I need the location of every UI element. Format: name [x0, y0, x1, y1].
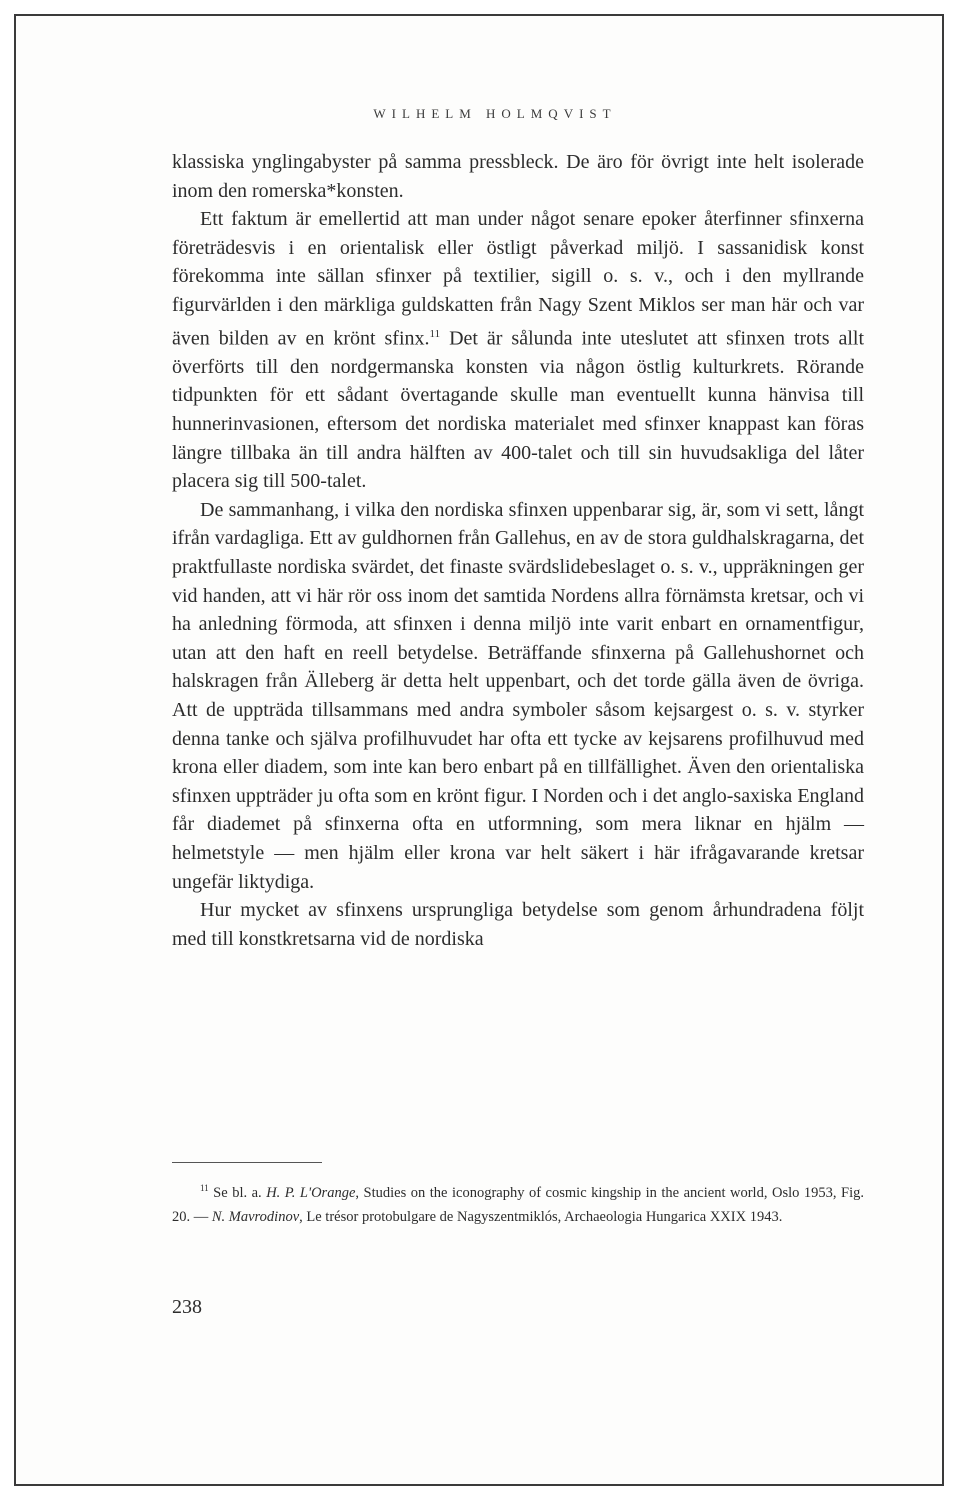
footnote-author-1: H. P. L'Orange — [266, 1184, 356, 1201]
paragraph-4: Hur mycket av sfinxens ursprungliga betydelse som genom århundradena följt med till konstkretsarna vid de nordiska — [172, 899, 864, 950]
footnote-divider — [172, 1162, 322, 1163]
paragraph-2-text: Ett faktum är emellertid att man under något senare epoker återfinner sfinxerna företrädesvis i en orientalisk eller östligt påverkad miljö. I sassanidisk konst förekomma inte sällan sfinxer på textilier, sigill o. s. v., och i den myllrande figurvärlden i den märkliga guldskatten från Nagy Szent Miklos ser man här och var även bilden av en krönt sfinx. — [172, 208, 864, 350]
footnote — [172, 1176, 864, 1229]
paragraph-2 — [172, 205, 864, 496]
footnote-author-2: N. Mavrodinov — [211, 1208, 300, 1225]
page-number: 238 — [172, 1296, 202, 1318]
body-text — [172, 148, 864, 953]
footnote-reference[interactable]: 11 — [429, 327, 441, 340]
footnote-lead: Se bl. a. — [208, 1184, 267, 1201]
paragraph-1: klassiska ynglingabyster på samma pressbleck. De äro för övrigt inte helt isolerade inom den romerska*konsten. — [172, 151, 864, 202]
footnote-marker: 11 — [200, 1183, 209, 1193]
paragraph-3: De sammanhang, i vilka den nordiska sfinxen uppenbarar sig, är, som vi sett, långt ifrån vardagliga. Ett av guldhornen från Gallehus, en av de stora guldhalskragarna, det praktfullaste nordiska svärdet, det finaste svärdslidebeslaget o. s. v., uppräkningen ger vid handen, att vi här rör oss inom det samtida Nordens allra förnämsta kretsar, och vi ha anledning förmoda, att sfinxen i denna miljö inte varit enbart en ornamentfigur, utan att den haft en reell betydelse. Beträffande sfinxerna på Gallehushornet och halskragen från Älleberg är detta helt uppenbart, och det torde gälla även de övriga. Att de uppträda tillsammans med andra symboler såsom kejsargest o. s. v. styrker denna tanke och själva profilhuvudet har ofta ett tycke av kejsarens profilhuvud med krona eller diadem, som inte kan bero enbart på en tillfällighet. Även den orientaliska sfinxen uppträder ju ofta som en krönt figur. I Norden och i det anglo-saxiska England får diademet på sfinxerna ofta en utformning, som mera liknar en hjälm — helmetstyle — men hjälm eller krona var helt säkert i här ifrågavarande kretsar ungefär liktydiga. — [172, 498, 864, 893]
footnote-mid: , Studies on the iconography of cosmic kingship in the ancient world, Oslo 1953, Fig. 20. — — [172, 1184, 864, 1225]
footnote-tail: , Le trésor protobulgare de Nagyszentmiklós, Archaeologia Hungarica XXIX 1943. — [299, 1208, 783, 1225]
running-head: WILHELM HOLMQVIST — [373, 106, 617, 121]
paragraph-2-tail: Det är sålunda inte uteslutet att sfinxen trots allt överförts till den nordgermanska konsten via någon östlig kulturkrets. Rörande tidpunkten för ett sådant övertagande skulle man eventuellt kunna hänvisa till hunnerinvasionen, eftersom det nordiska materialet med sfinxer knappast kan föras längre tillbaka än till andra hälften av 400-talet och till sin huvudsakliga del låter placera sig till 500-talet. — [172, 327, 865, 493]
